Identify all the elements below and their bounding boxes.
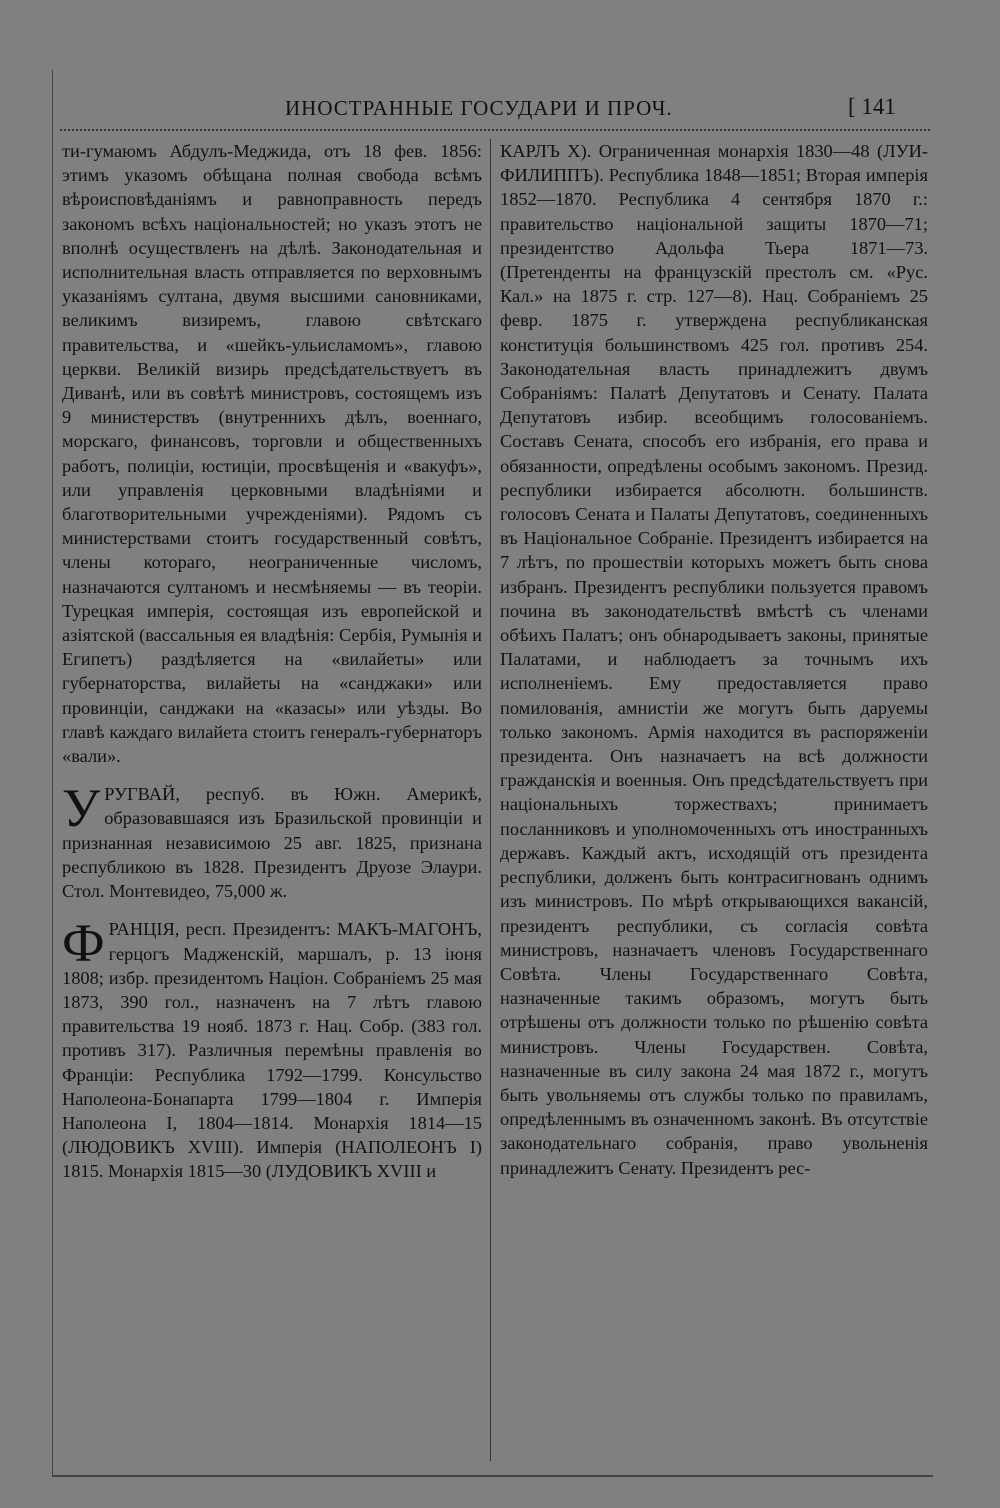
paragraph-uruguay [62,778,482,903]
paragraph-france [62,913,482,1183]
header-rule [60,129,930,131]
uruguay-text: РУГВАЙ, респуб. въ Южн. Америкѣ, образовавшаяся изъ Бразильской провинціи и признанная независимою 25 авг. 1825, признана республикою въ 1828. Президентъ Друозе Элаури. Стол. Монтевидео, 75,000 ж. [62,784,482,902]
dropcap-u: У [62,778,101,839]
france-text: РАНЦІЯ, респ. Президентъ: МАКЪ-МАГОНЪ, герцогъ Мадженскій, маршалъ, р. 13 іюня 1808; избр. президентомъ Націон. Собраніемъ 25 мая 1873, 390 гол., назначенъ на 7 лѣтъ главою правительства 19 нояб. 1873 г. Нац. Собр. (383 гол. противъ 317). Различныя перемѣны правленія во Франціи: Республика 1792—1799. Консульство Наполеона-Бонапарта 1799—1804 г. Имперія Наполеона I, 1804—1814. Монархія 1814—15 (ЛЮДОВИКЪ XVIII). Имперія (НАПОЛЕОНЪ I) 1815. Монархія 1815—30 (ЛУДОВИКЪ XVIII и [62,919,482,1182]
paragraph-france-continued: КАРЛЪ X). Ограниченная монархія 1830—48 (ЛУИ-ФИЛИППЪ). Республика 1848—1851; Вторая имперія 1852—1870. Республика 4 сентября 1870 г.: правительство національной защиты 1870—71; президентство Адольфа Тьера 1871—73. (Претенденты на французскій престолъ см. «Рус. Кал.» на 1875 г. стр. 127—8). Нац. Собраніемъ 25 февр. 1875 г. утверждена республиканская конституція большинствомъ 425 гол. противъ 254. Законодательная власть принадлежитъ двумъ Собраніямъ: Палатѣ Депутатовъ и Сенату. Палата Депутатовъ избир. всеобщимъ голосованіемъ. Составъ Сената, способъ его избранія, его права и обязанности, опредѣлены особымъ закономъ. Презид. республики избирается абсолютн. большинств. голосовъ Сената и Палаты Депутатовъ, соединенныхъ въ Національное Собраніе. Президентъ избирается на 7 лѣтъ, по прошествіи которыхъ можетъ быть снова избранъ. Президентъ республики пользуется правомъ почина въ законодательствѣ вмѣстѣ съ членами обѣихъ Палатъ; онъ обнародываетъ законы, принятые Палатами, и наблюдаетъ за точнымъ ихъ исполненіемъ. Ему предоставляется право помилованія, амнистіи же могутъ быть даруемы только закономъ. Армія находится въ распоряженіи президента. Онъ назначаетъ на всѣ должности гражданскія и военныя. Онъ предсѣдательствуетъ при національныхъ торжествахъ; принимаетъ посланниковъ и уполномоченныхъ отъ иностранныхъ державъ. Каждый актъ, исходящій отъ президента республики, долженъ быть контрасигнованъ однимъ изъ министровъ. По мѣрѣ открывающихся вакансій, президентъ республики, съ согласія совѣта министровъ, назначаетъ членовъ Государственнаго Совѣта. Члены Государственнаго Совѣта, назначенные такимъ образомъ, могутъ быть отрѣшены отъ должности только по рѣшенію совѣта министровъ. Члены Государствен. Совѣта, назначенные въ силу закона 24 мая 1872 г., могутъ быть увольняемы отъ службы только по правиламъ, опредѣленнымъ въ означенномъ законѣ. Въ отсутствіе законодательнаго собранія, право увольненія принадлежитъ Сенату. Президентъ рес- [500,141,928,1178]
dropcap-f: Ф [62,913,105,974]
page-title: ИНОСТРАННЫЕ ГОСУДАРИ И ПРОЧ. [285,96,673,120]
column-divider [490,139,491,1461]
page-number: [ 141 [848,94,896,119]
left-column [62,139,482,1469]
right-column [500,139,928,1469]
paragraph-turkey-continued: ти-гумаюмъ Абдулъ-Меджида, отъ 18 фев. 1856: этимъ указомъ обѣщана полная свобода всѣмъ вѣроисповѣданіямъ и равноправность передъ закономъ всѣхъ національностей; но указъ этотъ не вполнѣ осуществленъ на дѣлѣ. Законодательная и исполнительная власть отправляется по верховнымъ указаніямъ султана, двумя высшими сановниками, великимъ визиремъ, главою свѣтскаго правительства, и «шейкъ-ульисламомъ», главою церкви. Великій визирь предсѣдательствуетъ въ Диванѣ, или въ совѣтѣ министровъ, состоящемъ изъ 9 министерствъ (внутреннихъ дѣлъ, военнаго, морскаго, финансовъ, торговли и общественныхъ работъ, полиціи, юстиціи, просвѣщенія и «вакуфъ», или управленія церковными владѣніями и благотворительными учрежденіями). Рядомъ съ министерствами стоитъ государственный совѣтъ, члены котораго, неограниченные числомъ, назначаются султаномъ и несмѣняемы — въ теоріи. Турецкая имперія, состоящая изъ европейской и азіятской (вассальныя ея владѣнія: Сербія, Румынія и Египетъ) раздѣляется на «вилайеты» или губернаторства, вилайеты на «санджаки» или провинціи, санджаки на «казасы» или уѣзды. Во главѣ каждаго вилайета стоитъ генералъ-губернаторъ «вали». [62,141,482,767]
